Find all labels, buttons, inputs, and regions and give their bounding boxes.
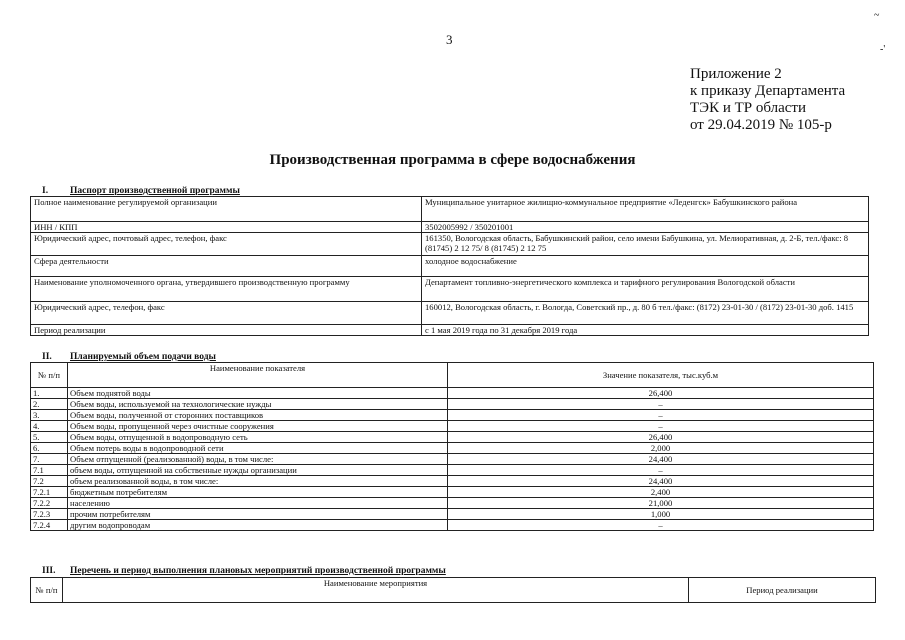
row-number: 5.	[31, 432, 68, 443]
scan-mark: ~	[874, 10, 880, 21]
passport-value: Департамент топливно-энергетического комплекса и тарифного регулирования Вологодской области	[422, 277, 869, 302]
row-number: 3.	[31, 410, 68, 421]
passport-label: Период реализации	[31, 325, 422, 336]
row-name: Объем отпущенной (реализованной) воды, в том числе:	[68, 454, 448, 465]
row-name: объем реализованной воды, в том числе:	[68, 476, 448, 487]
section-number: III.	[42, 566, 56, 576]
passport-label: Юридический адрес, телефон, факс	[31, 302, 422, 325]
section-title: Паспорт производственной программы	[70, 186, 240, 196]
passport-label: Сфера деятельности	[31, 256, 422, 277]
row-number: 7.2.2	[31, 498, 68, 509]
row-value: 21,000	[448, 498, 874, 509]
table-row	[31, 222, 869, 233]
scan-mark: -'	[880, 44, 886, 55]
passport-value: 161350, Вологодская область, Бабушкинский район, село имени Бабушкина, ул. Мелиоративная, д. 2-Б, тел./факс: 8 (81745) 2 12 75/ 8 (81745) 2 12 75	[422, 233, 869, 256]
passport-value: 3502005992 / 350201001	[422, 222, 869, 233]
appendix-line: ТЭК и ТР области	[690, 100, 806, 116]
row-name: Объем воды, используемой на технологические нужды	[68, 399, 448, 410]
table-row	[31, 277, 869, 302]
row-number: 2.	[31, 399, 68, 410]
row-name: Объем поднятой воды	[68, 388, 448, 399]
appendix-line: от 29.04.2019 № 105-р	[690, 117, 832, 133]
table-header-row	[31, 578, 876, 603]
table-row	[31, 197, 869, 222]
section-title: Планируемый объем подачи воды	[70, 352, 216, 362]
row-name: Объем потерь воды в водопроводной сети	[68, 443, 448, 454]
passport-label: Наименование уполномоченного органа, утвердившего производственную программу	[31, 277, 422, 302]
section-heading	[42, 566, 446, 576]
passport-label: Полное наименование регулируемой организации	[31, 197, 422, 222]
row-value: –	[448, 399, 874, 410]
row-number: 7.2.3	[31, 509, 68, 520]
row-value: 1,000	[448, 509, 874, 520]
column-header-value: Значение показателя, тыс.куб.м	[448, 363, 874, 388]
row-value: 2,400	[448, 487, 874, 498]
row-value: 24,400	[448, 454, 874, 465]
table-row	[31, 388, 874, 399]
page-number: 3	[446, 32, 453, 47]
row-number: 7.1	[31, 465, 68, 476]
table-header-row	[31, 363, 874, 388]
row-name: другим водопроводам	[68, 520, 448, 531]
row-value: 24,400	[448, 476, 874, 487]
row-name: Объем воды, пропущенной через очистные сооружения	[68, 421, 448, 432]
table-row	[31, 487, 874, 498]
passport-label: Юридический адрес, почтовый адрес, телефон, факс	[31, 233, 422, 256]
table-row	[31, 399, 874, 410]
passport-table	[30, 196, 869, 336]
section-heading	[42, 186, 240, 196]
row-name: Объем воды, отпущенной в водопроводную сеть	[68, 432, 448, 443]
passport-value: холодное водоснабжение	[422, 256, 869, 277]
row-name: Объем воды, полученной от сторонних поставщиков	[68, 410, 448, 421]
table-row	[31, 410, 874, 421]
table-row	[31, 302, 869, 325]
section-number: I.	[42, 186, 49, 196]
row-number: 1.	[31, 388, 68, 399]
column-header-name: Наименование мероприятия	[63, 578, 689, 603]
column-header-number: № п/п	[31, 578, 63, 603]
measures-table	[30, 577, 876, 603]
row-name: бюджетным потребителям	[68, 487, 448, 498]
row-name: населению	[68, 498, 448, 509]
section-number: II.	[42, 352, 52, 362]
appendix-line: к приказу Департамента	[690, 83, 846, 99]
row-number: 7.2.1	[31, 487, 68, 498]
row-number: 6.	[31, 443, 68, 454]
table-row	[31, 421, 874, 432]
table-row	[31, 476, 874, 487]
row-number: 7.2.4	[31, 520, 68, 531]
document-title: Производственная программа в сфере водоснабжения	[269, 152, 636, 168]
table-row	[31, 509, 874, 520]
passport-value: с 1 мая 2019 года по 31 декабря 2019 года	[422, 325, 869, 336]
appendix-line: Приложение 2	[690, 66, 782, 82]
row-value: 26,400	[448, 432, 874, 443]
section-title: Перечень и период выполнения плановых мероприятий производственной программы	[70, 566, 446, 576]
table-row	[31, 256, 869, 277]
row-value: 26,400	[448, 388, 874, 399]
table-row	[31, 432, 874, 443]
row-value: –	[448, 465, 874, 476]
column-header-name: Наименование показателя	[68, 363, 448, 388]
row-value: –	[448, 520, 874, 531]
passport-value: Муниципальное унитарное жилищно-коммунальное предприятие «Леденгск» Бабушкинского района	[422, 197, 869, 222]
row-value: –	[448, 421, 874, 432]
column-header-period: Период реализации	[689, 578, 876, 603]
section-heading	[42, 352, 216, 362]
passport-value: 160012, Вологодская область, г. Вологда, Советский пр., д. 80 б тел./факс: (8172) 23-01-30 / (8172) 23-01-30 доб. 1415	[422, 302, 869, 325]
appendix-block	[690, 66, 845, 134]
row-number: 7.	[31, 454, 68, 465]
table-row	[31, 498, 874, 509]
row-name: объем воды, отпущенной на собственные нужды организации	[68, 465, 448, 476]
table-row	[31, 454, 874, 465]
table-row	[31, 443, 874, 454]
table-row	[31, 325, 869, 336]
table-row	[31, 465, 874, 476]
row-number: 7.2	[31, 476, 68, 487]
row-number: 4.	[31, 421, 68, 432]
row-value: 2,000	[448, 443, 874, 454]
water-volume-table	[30, 362, 874, 531]
table-row	[31, 233, 869, 256]
column-header-number: № п/п	[31, 363, 68, 388]
table-row	[31, 520, 874, 531]
row-value: –	[448, 410, 874, 421]
row-name: прочим потребителям	[68, 509, 448, 520]
passport-label: ИНН / КПП	[31, 222, 422, 233]
